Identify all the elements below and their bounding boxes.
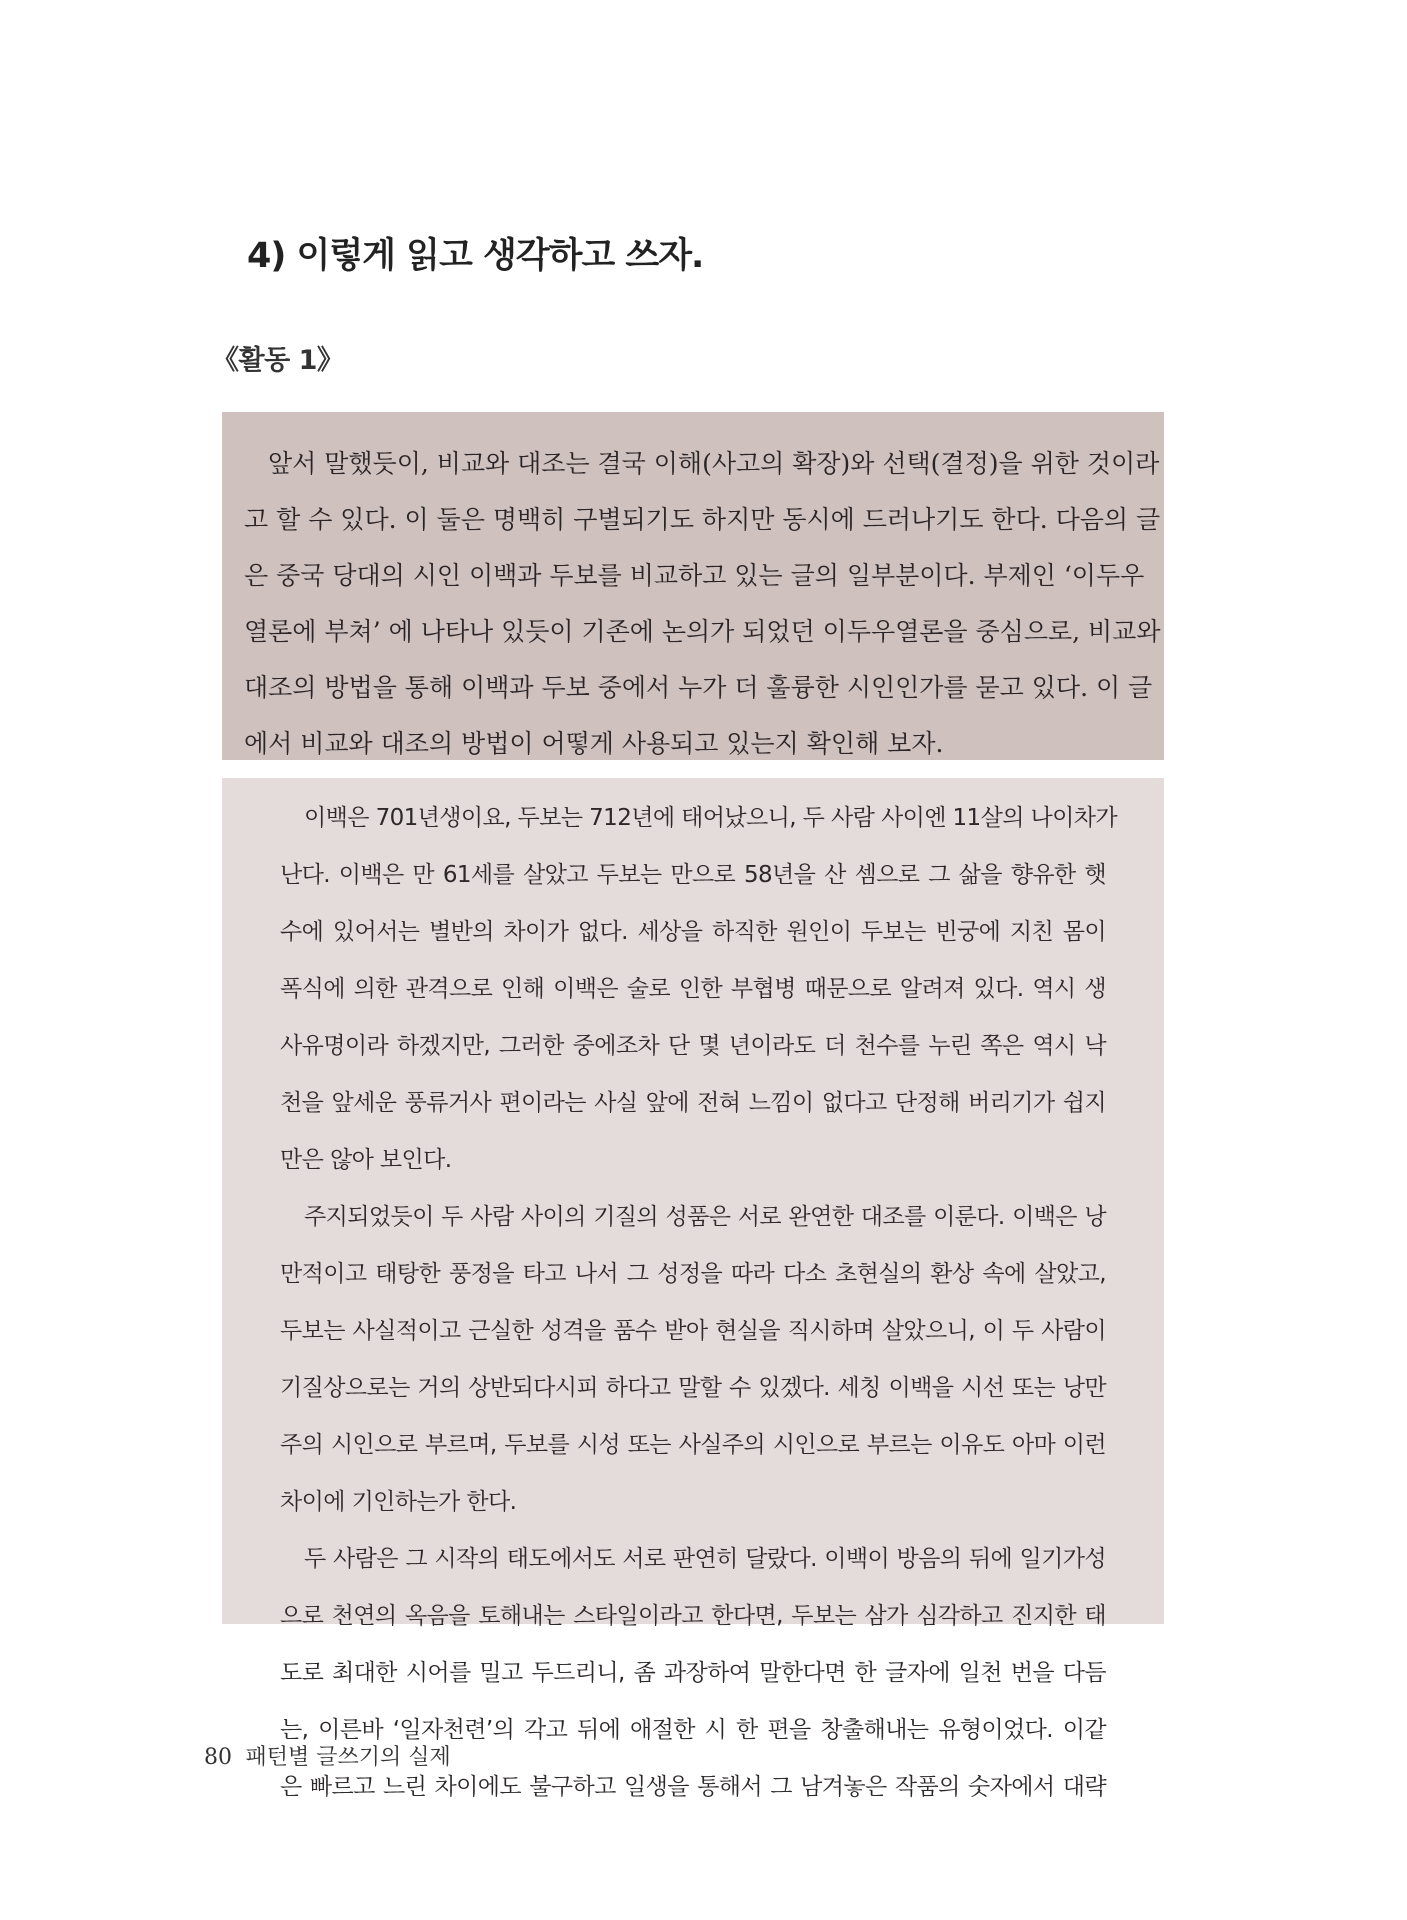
- prompt-line: 고 할 수 있다. 이 둘은 명백히 구별되기도 하지만 동시에 드러나기도 한다. 다음의 글: [244, 505, 1161, 534]
- excerpt-line: 은 빠르고 느린 차이에도 불구하고 일생을 통해서 그 남겨놓은 작품의 숫자에서 대략: [280, 1774, 1106, 1800]
- prompt-line: 대조의 방법을 통해 이백과 두보 중에서 누가 더 훌륭한 시인인가를 묻고 있다. 이 글: [244, 673, 1153, 702]
- excerpt-line: 이백은 701년생이요, 두보는 712년에 태어났으니, 두 사람 사이엔 11살의 나이차가: [304, 805, 1118, 831]
- excerpt-line: 차이에 기인하는가 한다.: [280, 1489, 517, 1515]
- excerpt-line: 는, 이른바 ‘일자천련’의 각고 뒤에 애절한 시 한 편을 창출해내는 유형이었다. 이같: [280, 1717, 1106, 1743]
- excerpt-line: 천을 앞세운 풍류거사 편이라는 사실 앞에 전혀 느낌이 없다고 단정해 버리기가 쉽지: [280, 1090, 1106, 1116]
- excerpt-line: 주지되었듯이 두 사람 사이의 기질의 성품은 서로 완연한 대조를 이룬다. 이백은 낭: [304, 1204, 1106, 1230]
- excerpt-line: 두 사람은 그 시작의 태도에서도 서로 판연히 달랐다. 이백이 방음의 뒤에 일기가성: [304, 1546, 1106, 1572]
- excerpt-line: 기질상으로는 거의 상반되다시피 하다고 말할 수 있겠다. 세칭 이백을 시선 또는 낭만: [280, 1375, 1106, 1401]
- excerpt-line: 주의 시인으로 부르며, 두보를 시성 또는 사실주의 시인으로 부르는 이유도 아마 이런: [280, 1432, 1106, 1458]
- page-footer: [204, 1740, 451, 1771]
- excerpt-line: 폭식에 의한 관격으로 인해 이백은 술로 인한 부협병 때문으로 알려져 있다. 역시 생: [280, 976, 1106, 1002]
- section-heading: 4) 이렇게 읽고 생각하고 쓰자.: [247, 236, 704, 276]
- book-title: 패턴별 글쓰기의 실제: [245, 1745, 451, 1770]
- excerpt-line: 수에 있어서는 별반의 차이가 없다. 세상을 하직한 원인이 두보는 빈궁에 지친 몸이: [280, 919, 1106, 945]
- excerpt-line: 도로 최대한 시어를 밀고 두드리니, 좀 과장하여 말한다면 한 글자에 일천 번을 다듬: [280, 1660, 1106, 1686]
- excerpt-line: 두보는 사실적이고 근실한 성격을 품수 받아 현실을 직시하며 살았으니, 이 두 사람이: [280, 1318, 1106, 1344]
- activity-label: 《활동 1》: [212, 345, 344, 376]
- page-number: 80: [204, 1745, 232, 1770]
- prompt-line: 앞서 말했듯이, 비교와 대조는 결국 이해(사고의 확장)와 선택(결정)을 위한 것이라: [268, 449, 1160, 478]
- activity-prompt-box: [222, 412, 1164, 760]
- excerpt-line: 사유명이라 하겠지만, 그러한 중에조차 단 몇 년이라도 더 천수를 누린 쪽은 역시 낙: [280, 1033, 1106, 1059]
- prompt-line: 열론에 부쳐’ 에 나타나 있듯이 기존에 논의가 되었던 이두우열론을 중심으로, 비교와: [244, 617, 1161, 646]
- excerpt-line: 만은 않아 보인다.: [280, 1147, 452, 1173]
- prompt-line: 은 중국 당대의 시인 이백과 두보를 비교하고 있는 글의 일부분이다. 부제인 ‘이두우: [244, 561, 1145, 590]
- excerpt-line: 만적이고 태탕한 풍정을 타고 나서 그 성정을 따라 다소 초현실의 환상 속에 살았고,: [280, 1261, 1106, 1287]
- excerpt-line: 으로 천연의 옥음을 토해내는 스타일이라고 한다면, 두보는 삼가 심각하고 진지한 태: [280, 1603, 1106, 1629]
- prompt-line: 에서 비교와 대조의 방법이 어떻게 사용되고 있는지 확인해 보자.: [244, 729, 944, 758]
- excerpt-line: 난다. 이백은 만 61세를 살았고 두보는 만으로 58년을 산 셈으로 그 삶을 향유한 햇: [280, 862, 1106, 888]
